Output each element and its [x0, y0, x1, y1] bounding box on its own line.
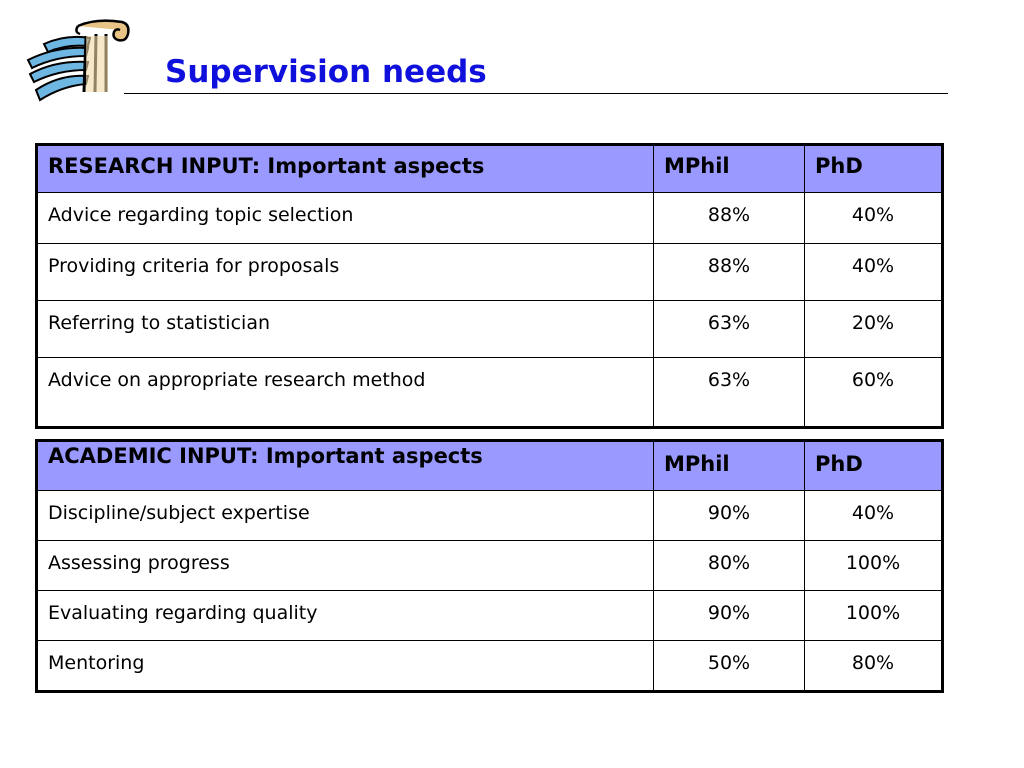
phd-cell: 40% — [805, 491, 943, 541]
mphil-cell: 63% — [654, 301, 805, 358]
table-row — [37, 358, 943, 428]
ionic-column-logo-icon — [26, 16, 134, 102]
aspect-cell: Evaluating regarding quality — [37, 591, 654, 641]
table-header-row — [37, 145, 943, 193]
table-row — [37, 244, 943, 301]
phd-cell: 40% — [805, 193, 943, 244]
column-header-phd: PhD — [805, 441, 943, 491]
mphil-cell: 50% — [654, 641, 805, 692]
aspect-cell: Referring to statistician — [37, 301, 654, 358]
phd-cell: 80% — [805, 641, 943, 692]
table-row — [37, 193, 943, 244]
mphil-cell: 90% — [654, 491, 805, 541]
page-title: Supervision needs — [165, 54, 487, 90]
table-row — [37, 541, 943, 591]
table-row — [37, 641, 943, 692]
phd-cell: 60% — [805, 358, 943, 428]
mphil-cell: 80% — [654, 541, 805, 591]
mphil-cell: 90% — [654, 591, 805, 641]
table-row — [37, 591, 943, 641]
column-header-mphil: MPhil — [654, 145, 805, 193]
column-header-mphil: MPhil — [654, 441, 805, 491]
column-header-phd: PhD — [805, 145, 943, 193]
mphil-cell: 88% — [654, 193, 805, 244]
phd-cell: 20% — [805, 301, 943, 358]
academic-input-table — [35, 439, 944, 693]
aspect-cell: Mentoring — [37, 641, 654, 692]
title-underline — [124, 93, 948, 94]
table-row — [37, 301, 943, 358]
mphil-cell: 63% — [654, 358, 805, 428]
table-row — [37, 491, 943, 541]
aspect-cell: Discipline/subject expertise — [37, 491, 654, 541]
phd-cell: 40% — [805, 244, 943, 301]
aspect-cell: Advice regarding topic selection — [37, 193, 654, 244]
column-header-aspect: ACADEMIC INPUT: Important aspects — [37, 441, 654, 491]
phd-cell: 100% — [805, 541, 943, 591]
aspect-cell: Advice on appropriate research method — [37, 358, 654, 428]
column-header-aspect: RESEARCH INPUT: Important aspects — [37, 145, 654, 193]
table-header-row — [37, 441, 943, 491]
mphil-cell: 88% — [654, 244, 805, 301]
phd-cell: 100% — [805, 591, 943, 641]
aspect-cell: Providing criteria for proposals — [37, 244, 654, 301]
research-input-table — [35, 143, 944, 429]
aspect-cell: Assessing progress — [37, 541, 654, 591]
